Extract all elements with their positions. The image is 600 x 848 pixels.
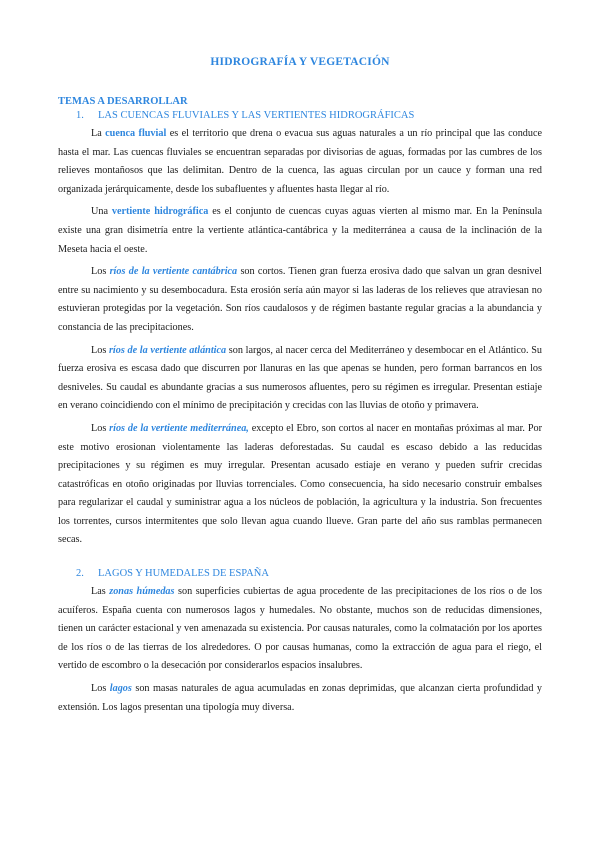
section-spacer <box>58 554 542 568</box>
term-highlight: lagos <box>109 683 132 695</box>
term-highlight: ríos de la vertiente cantábrica <box>109 266 238 278</box>
section-heading: TEMAS A DESARROLLAR <box>58 96 188 107</box>
paragraph-vertiente-cantabrica: Los ríos de la vertiente cantábrica son cortos. Tienen gran fuerza erosiva dado que salvan un gran desnivel entre su nacimiento y su desembocadura. Esta erosión sería aún mayor si las laderas de los relieves que atraviesan no estuvieran protegidas por la vegetación. Son ríos caudalosos y de régimen bastante regular gracias a la abundancia y constancia de las precipitaciones. <box>58 266 542 333</box>
subsection-number: 1. <box>76 110 84 121</box>
term-highlight: zonas húmedas <box>109 586 175 598</box>
paragraph-lagos: Los lagos son masas naturales de agua acumuladas en zonas deprimidas, que alcanzan cierta profundidad y extensión. Los lagos presentan una tipología muy diversa. <box>58 683 543 713</box>
subsection-title: LAGOS Y HUMEDALES DE ESPAÑA <box>98 568 269 580</box>
paragraph-vertiente-mediterranea: Los ríos de la vertiente mediterránea, excepto el Ebro, son cortos al nacer en montañas próximas al mar. Por este motivo erosionan violentamente las laderas deforestadas. Su caudal es escaso debido a las reducidas precipitaciones y su régimen es muy irregular. Presentan acusado estiaje en verano y pueden sufrir crecidas catastróficas en otoño originadas por lluvias torrenciales. Como consecuencia, ha sido necesario construir embalses para regularizar el caudal y suministrar agua a los núcleos de población, la agricultura y la industria. Son frecuentes los torrentes, cursos intermitentes que solo llevan agua cuando llueve. Gran parte del año sus ramblas permanecen secas. <box>58 422 542 546</box>
paragraph-zonas-humedas: Las zonas húmedas son superficies cubiertas de agua procedente de las precipitaciones de los ríos o de los acuíferos. España cuenta con numerosos lagos y humedales. No obstante, muchos son de reducidas dimensiones, tienen un carácter estacional y ven amenazada su existencia. Por causas naturales, como la colmatación por los aportes de los ríos o de las tierras de los alrededores. O por causas humanas, como la extracción de agua para el riego, el vertido de escombro o la desecación por considerarlos espacios insalubres. <box>58 586 543 672</box>
term-highlight: ríos de la vertiente atlántica <box>108 344 227 356</box>
term-highlight: cuenca fluvial <box>105 128 167 139</box>
subsection-heading-2 <box>58 568 542 579</box>
paragraph-vertiente-atlantica: Los ríos de la vertiente atlántica son largos, al nacer cerca del Mediterráneo y desembocar en el Atlántico. Su fuerza erosiva es escasa dado que discurren por llanuras en las que apenas se hunden, pero forman barrancos en los desniveles. Su caudal es abundante gracias a sus numerosos afluentes, pero su régimen es irregular. Presentan estiaje en verano coincidiendo con el mínimo de precipitación y crecidas con las lluvias de otoño y primavera. <box>58 344 542 412</box>
subsection-heading-1 <box>58 110 542 121</box>
document-title: HIDROGRAFÍA Y VEGETACIÓN <box>210 56 390 68</box>
subsection-number: 2. <box>76 568 84 580</box>
paragraph-cuenca-fluvial: La cuenca fluvial es el territorio que drena o evacua sus aguas naturales a un río principal que las conduce hasta el mar. Las cuencas fluviales se encuentran separadas por divisorias de aguas, formadas por las cumbres de los relieves montañosos que las delimitan. Dentro de la cuenca, las aguas circulan por un cauce y forman una red organizada jerárquicamente, desde los subafluentes y afluentes hasta llegar al río. <box>58 128 543 195</box>
subsection-title: LAS CUENCAS FLUVIALES Y LAS VERTIENTES HIDROGRÁFICAS <box>98 110 415 121</box>
term-highlight: vertiente hidrográfica <box>111 206 209 218</box>
paragraph-vertiente-hidrografica: Una vertiente hidrográfica es el conjunto de cuencas cuyas aguas vierten al mismo mar. En la Península existe una gran disimetría entre la vertiente atlántica-cantábrica y la mediterránea a causa de la inclinación de la Meseta hacia el oeste. <box>58 206 542 255</box>
term-highlight: ríos de la vertiente mediterránea, <box>109 422 249 434</box>
